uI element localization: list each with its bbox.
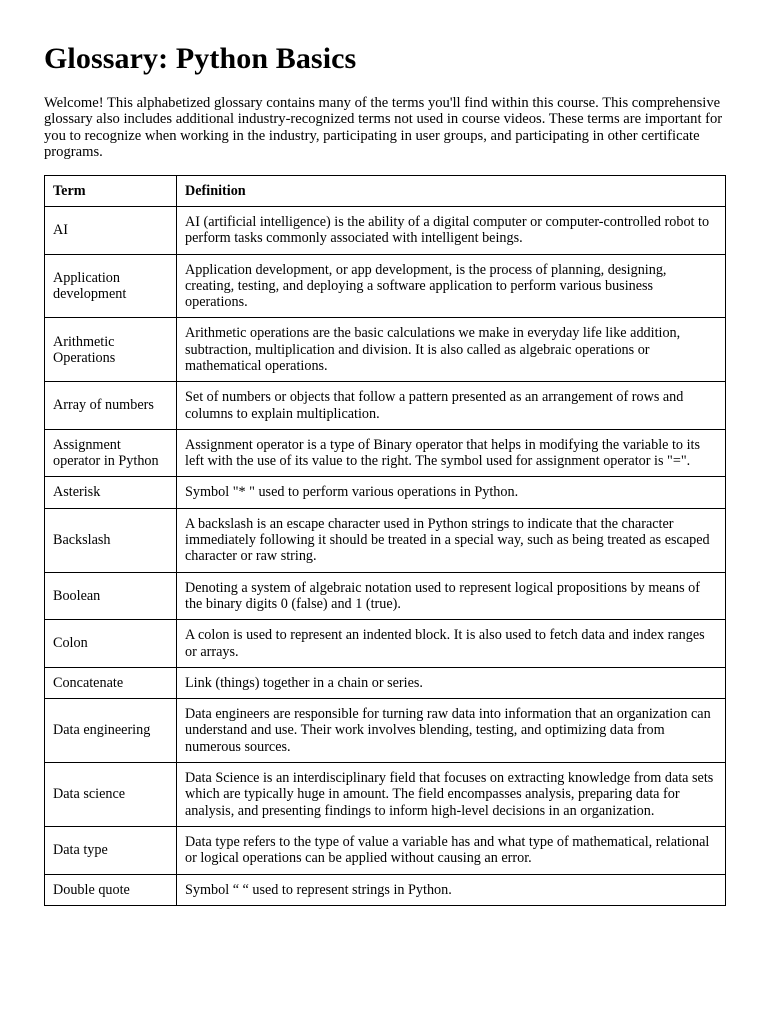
table-row <box>45 206 726 254</box>
table-row <box>45 477 726 508</box>
term-cell: Application development <box>45 254 177 318</box>
definition-cell: Link (things) together in a chain or series. <box>177 667 726 698</box>
definition-cell: Data type refers to the type of value a variable has and what type of mathematical, relational or logical operations can be applied without causing an error. <box>177 826 726 874</box>
table-row <box>45 620 726 668</box>
page-title: Glossary: Python Basics <box>44 42 357 75</box>
term-cell: Assignment operator in Python <box>45 429 177 477</box>
definition-cell: Arithmetic operations are the basic calculations we make in everyday life like addition, subtraction, multiplication and division. It is also called as algebraic operations or mathematical operations. <box>177 318 726 382</box>
definition-cell: Data Science is an interdisciplinary field that focuses on extracting knowledge from data sets which are typically huge in amount. The field encompasses analysis, preparing data for analysis, and presenting findings to inform high-level decisions in an organization. <box>177 763 726 827</box>
table-row <box>45 508 726 572</box>
term-cell: Data engineering <box>45 699 177 763</box>
table-row <box>45 874 726 905</box>
table-row <box>45 382 726 430</box>
term-cell: Data science <box>45 763 177 827</box>
intro-paragraph: Welcome! This alphabetized glossary contains many of the terms you'll find within this course. This comprehensive glossary also includes additional industry-recognized terms not used in course videos. These terms are important for you to recognize when working in the industry, participating in user groups, and participating in other certificate programs. <box>44 95 723 161</box>
definition-cell: Application development, or app development, is the process of planning, designing, creating, testing, and deploying a software application to perform various business operations. <box>177 254 726 318</box>
table-row <box>45 763 726 827</box>
table-row <box>45 429 726 477</box>
definition-cell: A colon is used to represent an indented block. It is also used to fetch data and index ranges or arrays. <box>177 620 726 668</box>
definition-cell: Symbol “ “ used to represent strings in Python. <box>177 874 726 905</box>
term-cell: Backslash <box>45 508 177 572</box>
glossary-table <box>44 175 726 906</box>
header-definition: Definition <box>177 175 726 206</box>
definition-cell: AI (artificial intelligence) is the ability of a digital computer or computer-controlled robot to perform tasks commonly associated with intelligent beings. <box>177 206 726 254</box>
definition-cell: Denoting a system of algebraic notation used to represent logical propositions by means of the binary digits 0 (false) and 1 (true). <box>177 572 726 620</box>
table-row <box>45 318 726 382</box>
header-term: Term <box>45 175 177 206</box>
term-cell: Boolean <box>45 572 177 620</box>
table-row <box>45 667 726 698</box>
definition-cell: Assignment operator is a type of Binary operator that helps in modifying the variable to its left with the use of its value to the right. The symbol used for assignment operator is "=". <box>177 429 726 477</box>
table-row <box>45 699 726 763</box>
term-cell: Arithmetic Operations <box>45 318 177 382</box>
definition-cell: Symbol "* " used to perform various operations in Python. <box>177 477 726 508</box>
term-cell: Data type <box>45 826 177 874</box>
term-cell: Colon <box>45 620 177 668</box>
table-row <box>45 254 726 318</box>
term-cell: Concatenate <box>45 667 177 698</box>
definition-cell: Set of numbers or objects that follow a pattern presented as an arrangement of rows and columns to explain multiplication. <box>177 382 726 430</box>
table-row <box>45 572 726 620</box>
term-cell: Array of numbers <box>45 382 177 430</box>
table-row <box>45 826 726 874</box>
term-cell: Asterisk <box>45 477 177 508</box>
term-cell: Double quote <box>45 874 177 905</box>
table-header-row <box>45 175 726 206</box>
term-cell: AI <box>45 206 177 254</box>
definition-cell: A backslash is an escape character used in Python strings to indicate that the character immediately following it should be treated in a special way, such as being treated as escaped character or raw string. <box>177 508 726 572</box>
definition-cell: Data engineers are responsible for turning raw data into information that an organization can understand and use. Their work involves blending, testing, and optimizing data from numerous sources. <box>177 699 726 763</box>
